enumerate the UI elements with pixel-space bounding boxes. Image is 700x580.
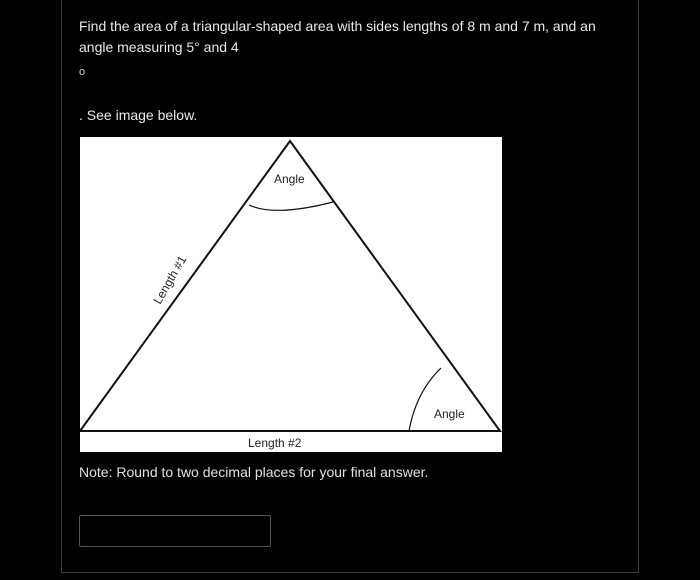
- question-text: Find the area of a triangular-shaped area with sides lengths of 8 m and 7 m, and an angle measuring 5° and 4: [79, 18, 596, 55]
- triangle-diagram: [80, 137, 502, 452]
- degree-mark: o: [79, 66, 86, 78]
- triangle-figure: [80, 137, 502, 452]
- top-angle-arc: [249, 202, 333, 210]
- right-angle-label: Angle: [434, 407, 465, 421]
- rounding-note: Note: Round to two decimal places for your final answer.: [79, 464, 429, 480]
- answer-input[interactable]: [79, 515, 271, 547]
- see-image-text: . See image below.: [79, 107, 198, 123]
- side2-label: Length #2: [248, 436, 302, 450]
- right-angle-arc: [409, 368, 441, 431]
- side1-label: Length #1: [150, 253, 190, 307]
- top-angle-label: Angle: [274, 172, 305, 186]
